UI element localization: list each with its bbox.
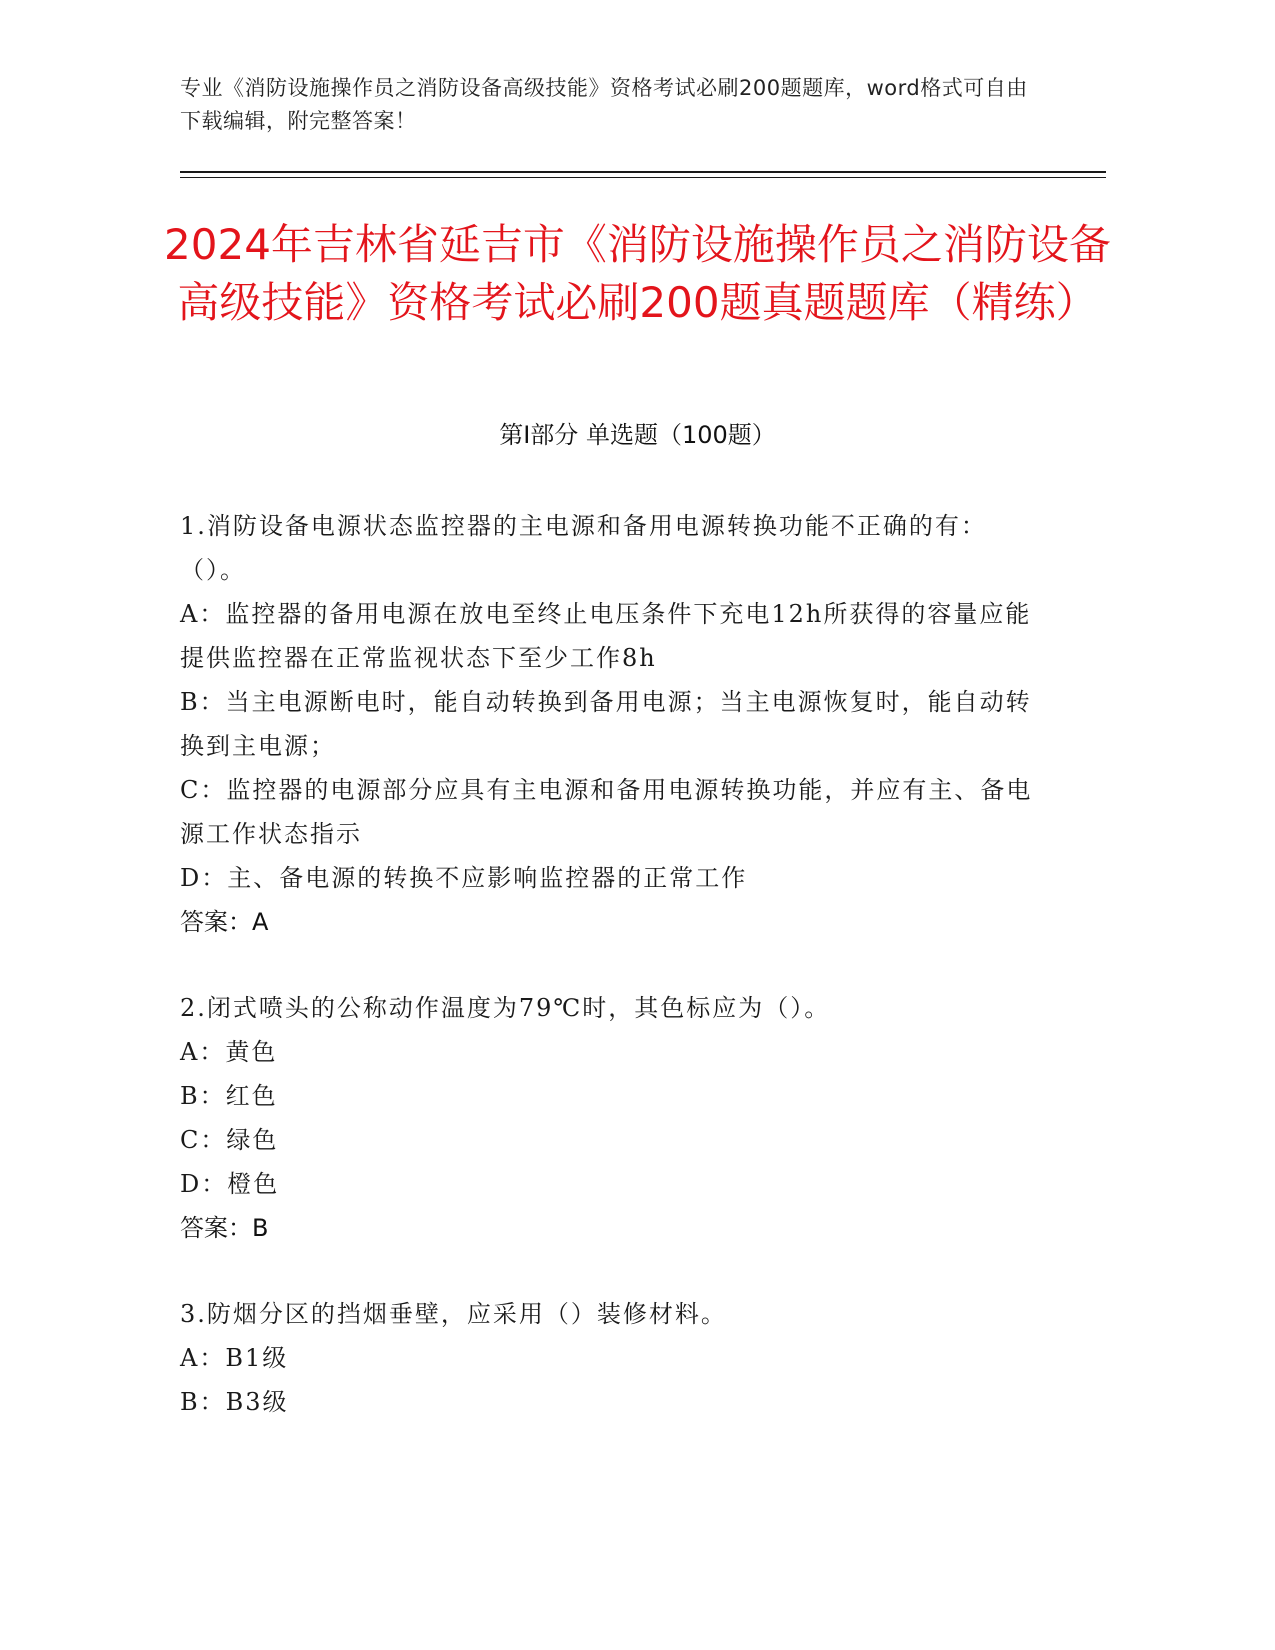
option-c: C：绿色 [180, 1126, 279, 1154]
option-b: B：B3级 [180, 1388, 289, 1416]
option-d: D：橙色 [180, 1170, 280, 1198]
question-stem: 1.消防设备电源状态监控器的主电源和备用电源转换功能不正确的有：（）。 [180, 512, 987, 584]
option-a: A：监控器的备用电源在放电至终止电压条件下充电12h所获得的容量应能提供监控器在正常监视状态下至少工作8h [180, 600, 1032, 672]
question-1 [180, 504, 1040, 944]
option-c: C：监控器的电源部分应具有主电源和备用电源转换功能，并应有主、备电源工作状态指示 [180, 776, 1033, 848]
option-b: B：当主电源断电时，能自动转换到备用电源；当主电源恢复时，能自动转换到主电源； [180, 688, 1032, 760]
section-heading: 第I部分 单选题（100题） [499, 421, 776, 449]
answer-line: 答案：B [180, 1214, 269, 1242]
question-list [180, 504, 1040, 1424]
header-divider-thick [180, 171, 1106, 173]
answer-line: 答案：A [180, 908, 269, 936]
question-3 [180, 1292, 1040, 1424]
option-d: D：主、备电源的转换不应影响监控器的正常工作 [180, 864, 748, 892]
header-note: 专业《消防设施操作员之消防设备高级技能》资格考试必刷200题题库，word格式可自由下载编辑，附完整答案！ [180, 76, 1028, 133]
question-stem: 3.防烟分区的挡烟垂壁，应采用（）装修材料。 [180, 1300, 727, 1328]
header-divider-thin [180, 177, 1106, 178]
question-2 [180, 986, 1040, 1250]
option-b: B：红色 [180, 1082, 278, 1110]
document-title: 2024年吉林省延吉市《消防设施操作员之消防设备高级技能》资格考试必刷200题真题题库（精练） [164, 220, 1111, 327]
question-stem: 2.闭式喷头的公称动作温度为79℃时，其色标应为（）。 [180, 994, 831, 1022]
option-a: A：B1级 [180, 1344, 289, 1372]
option-a: A：黄色 [180, 1038, 278, 1066]
